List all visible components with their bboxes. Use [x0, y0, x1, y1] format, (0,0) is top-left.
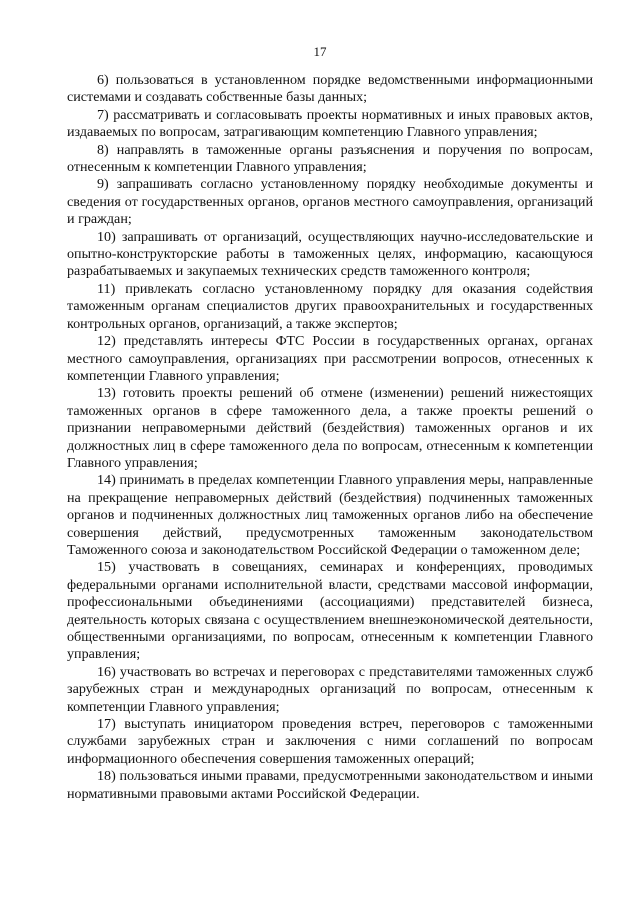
list-item-8: 8) направлять в таможенные органы разъяснения и поручения по вопросам, отнесенным к компетенции Главного управления;	[67, 141, 593, 176]
page-number: 17	[313, 44, 327, 59]
list-item-10: 10) запрашивать от организаций, осуществляющих научно-исследовательские и опытно-конструкторские работы в таможенных целях, информацию, касающуюся разрабатываемых и закупаемых технических средств таможенного контроля;	[67, 228, 593, 280]
list-item-7: 7) рассматривать и согласовывать проекты нормативных и иных правовых актов, издаваемых по вопросам, затрагивающим компетенцию Главного управления;	[67, 106, 593, 141]
list-item-6: 6) пользоваться в установленном порядке ведомственными информационными системами и создавать собственные базы данных;	[67, 72, 593, 106]
list-item-12: 12) представлять интересы ФТС России в государственных органах, органах местного самоуправления, организациях при рассмотрении вопросов, отнесенных к компетенции Главного управления;	[67, 333, 593, 384]
document-body	[67, 72, 593, 803]
list-item-17: 17) выступать инициатором проведения встреч, переговоров с таможенными службами зарубежных стран и заключения с ними соглашений по вопросам информационного обеспечения совершения таможенных операций;	[67, 716, 593, 767]
list-item-13: 13) готовить проекты решений об отмене (изменении) решений нижестоящих таможенных органов в сфере таможенного дела, а также проекты решений о признании неправомерными действий (бездействия) таможенных органов и их должностных лиц в сфере таможенного дела по вопросам, отнесенным к компетенции Главного управления;	[67, 385, 593, 471]
list-item-9: 9) запрашивать согласно установленному порядку необходимые документы и сведения от государственных органов, органов местного самоуправления, организаций и граждан;	[67, 176, 593, 228]
list-item-11: 11) привлекать согласно установленному порядку для оказания содействия таможенным органам специалистов других правоохранительных и государственных контрольных органов, организаций, а также экспертов;	[67, 280, 593, 332]
list-item-16: 16) участвовать во встречах и переговорах с представителями таможенных служб зарубежных стран и международных организаций по вопросам, отнесенным к компетенции Главного управления;	[67, 663, 593, 715]
list-item-18: 18) пользоваться иными правами, предусмотренными законодательством и иными нормативными правовыми актами Российской Федерации.	[67, 768, 593, 802]
list-item-15: 15) участвовать в совещаниях, семинарах и конференциях, проводимых федеральными органами исполнительной власти, средствами массовой информации, профессиональными объединениями (ассоциациями) представителей бизнеса, деятельность которых связана с осуществлением внешнеэкономической деятельности, общественными организациями, по вопросам, отнесенным к компетенции Главного управления;	[67, 559, 593, 663]
list-item-14: 14) принимать в пределах компетенции Главного управления меры, направленные на прекращение неправомерных действий (бездействия) подчиненных таможенных органов и подчиненных должностных лиц таможенных органов либо на обеспечение совершения действий, предусмотренных таможенным законодательством Таможенного союза и законодательством Российской Федерации о таможенном деле;	[67, 472, 593, 558]
